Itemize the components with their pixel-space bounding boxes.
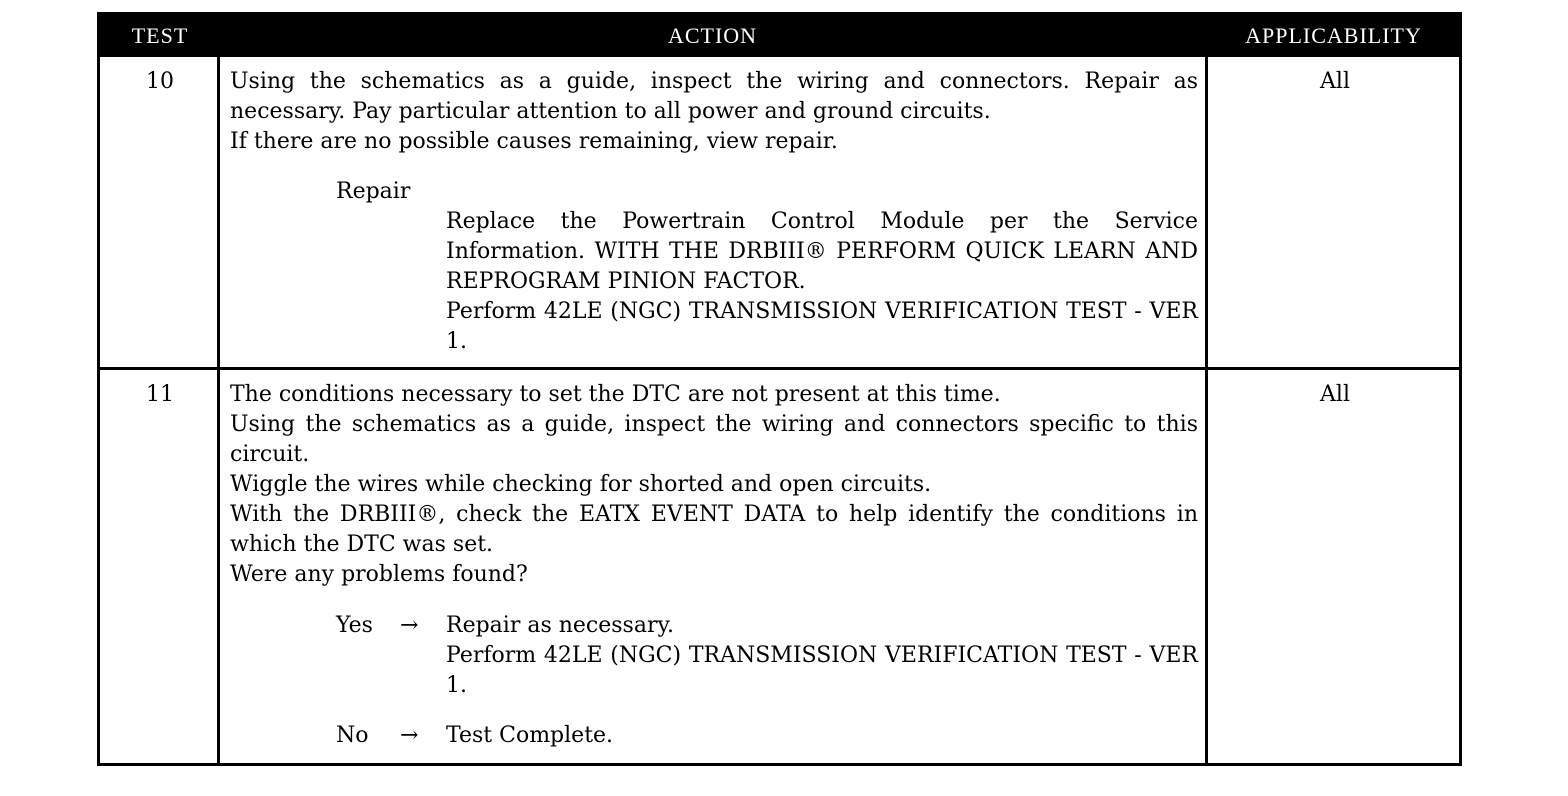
action-line: Were any problems found? xyxy=(230,562,528,587)
header-test: TEST xyxy=(131,23,189,48)
right-arrow-icon: → xyxy=(400,723,419,748)
action-line: The conditions necessary to set the DTC are not present at this time. xyxy=(230,382,1001,407)
repair-label: Repair xyxy=(336,179,411,204)
no-line: Test Complete. xyxy=(446,723,614,748)
yes-text xyxy=(446,611,1198,701)
no-label: No xyxy=(336,723,369,748)
action-text xyxy=(230,67,1198,157)
action-line: Using the schematics as a guide, inspect the wiring and connectors. Repair as necessary. Pay particular attention to all power and ground circuits. xyxy=(230,69,1198,124)
test-number: 11 xyxy=(146,382,174,407)
action-line: Wiggle the wires while checking for shorted and open circuits. xyxy=(230,472,932,497)
test-number: 10 xyxy=(146,69,174,94)
row-divider xyxy=(100,367,1459,370)
yes-label: Yes xyxy=(336,613,373,638)
no-text xyxy=(446,721,1198,751)
yes-line: Repair as necessary. xyxy=(446,613,674,638)
right-arrow-icon: → xyxy=(400,613,419,638)
action-text xyxy=(230,380,1198,590)
header-action: ACTION xyxy=(667,23,758,48)
repair-text xyxy=(446,207,1198,357)
yes-line: Perform 42LE (NGC) TRANSMISSION VERIFICATION TEST - VER 1. xyxy=(446,643,1198,698)
action-line: Using the schematics as a guide, inspect the wiring and connectors specific to this circuit. xyxy=(230,412,1198,467)
repair-line: Perform 42LE (NGC) TRANSMISSION VERIFICATION TEST - VER 1. xyxy=(446,299,1198,354)
applicability-value: All xyxy=(1320,382,1350,407)
action-line: If there are no possible causes remaining, view repair. xyxy=(230,129,838,154)
column-divider-action xyxy=(1205,57,1208,766)
header-applicability: APPLICABILITY xyxy=(1245,23,1422,48)
applicability-value: All xyxy=(1320,69,1350,94)
column-divider-test xyxy=(217,57,220,766)
action-line: With the DRBIII®, check the EATX EVENT DATA to help identify the conditions in which the DTC was set. xyxy=(230,502,1198,557)
diagnostic-test-table xyxy=(97,12,1462,766)
repair-line: Replace the Powertrain Control Module per the Service Information. WITH THE DRBIII® PERFORM QUICK LEARN AND REPROGRAM PINION FACTOR. xyxy=(446,209,1198,294)
table-header xyxy=(100,15,1459,57)
